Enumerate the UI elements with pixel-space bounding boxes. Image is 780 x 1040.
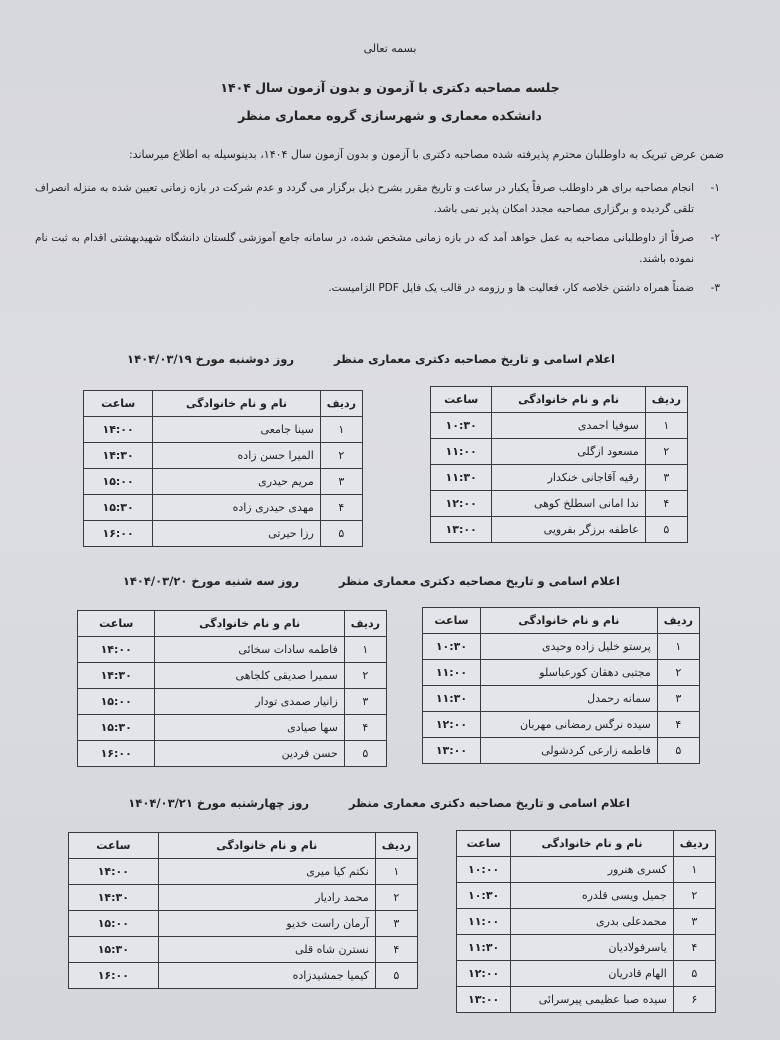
- section-day-date: روز چهارشنبه مورخ ۱۴۰۴/۰۳/۲۱: [128, 796, 309, 810]
- table-row: [423, 686, 700, 712]
- interview-time: ۱۰:۳۰: [423, 634, 481, 660]
- row-number: ۵: [673, 961, 715, 987]
- table-row: [457, 935, 716, 961]
- row-number: ۳: [673, 909, 715, 935]
- table-row: [69, 963, 418, 989]
- candidate-name: محمد رادیار: [158, 885, 375, 911]
- candidate-name: زانیار صمدی تودار: [155, 689, 344, 715]
- candidate-name: جمیل ویسی قلدره: [511, 883, 674, 909]
- table-row: [457, 987, 716, 1013]
- col-header-time: ساعت: [457, 831, 511, 857]
- row-number: ۲: [320, 443, 362, 469]
- interview-time: ۱۱:۰۰: [457, 909, 511, 935]
- schedule-table-afternoon: [83, 390, 363, 547]
- table-row: [431, 413, 688, 439]
- table-row: [78, 715, 387, 741]
- candidate-name: آرمان راست خدیو: [158, 911, 375, 937]
- note-item: [35, 178, 720, 220]
- candidate-name: مسعود ازگلی: [492, 439, 645, 465]
- candidate-name: رزا حیرتی: [153, 521, 321, 547]
- table-header-row: [78, 611, 387, 637]
- table-row: [84, 495, 363, 521]
- row-number: ۵: [344, 741, 386, 767]
- interview-time: ۱۶:۰۰: [69, 963, 159, 989]
- interview-time: ۱۵:۳۰: [78, 715, 155, 741]
- col-header-row: ردیف: [645, 387, 687, 413]
- candidate-name: سها صیادی: [155, 715, 344, 741]
- interview-time: ۱۳:۰۰: [457, 987, 511, 1013]
- candidate-name: نسترن شاه قلی: [158, 937, 375, 963]
- table-row: [69, 937, 418, 963]
- row-number: ۳: [375, 911, 417, 937]
- interview-time: ۱۱:۳۰: [431, 465, 492, 491]
- table-row: [423, 634, 700, 660]
- row-number: ۳: [344, 689, 386, 715]
- row-number: ۳: [645, 465, 687, 491]
- row-number: ۴: [673, 935, 715, 961]
- table-row: [84, 469, 363, 495]
- note-text: صرفاً از داوطلبانی مصاحبه به عمل خواهد آمد که در بازه زمانی مشخص شده، در سامانه جامع آموزشی گلستان دانشگاه شهیدبهشتی اقدام به ثبت نام نموده باشند.: [35, 232, 694, 265]
- row-number: ۵: [657, 738, 699, 764]
- col-header-name: نام و نام خانوادگی: [492, 387, 645, 413]
- interview-time: ۱۶:۰۰: [84, 521, 153, 547]
- candidate-name: سیده صبا عظیمی پیرسرائی: [511, 987, 674, 1013]
- candidate-name: ندا امانی اسطلخ کوهی: [492, 491, 645, 517]
- candidate-name: نکتم کیا میری: [158, 859, 375, 885]
- candidate-name: کسری هنرور: [511, 857, 674, 883]
- row-number: ۱: [344, 637, 386, 663]
- candidate-name: مریم حیدری: [153, 469, 321, 495]
- table-header-row: [457, 831, 716, 857]
- interview-time: ۱۱:۳۰: [423, 686, 481, 712]
- section-title-text: اعلام اسامی و تاریخ مصاحبه دکتری معماری منظر: [339, 574, 620, 588]
- schedule-table-afternoon: [68, 832, 418, 989]
- section-heading: [128, 796, 630, 810]
- interview-time: ۱۱:۳۰: [457, 935, 511, 961]
- interview-time: ۱۵:۳۰: [69, 937, 159, 963]
- col-header-name: نام و نام خانوادگی: [153, 391, 321, 417]
- row-number: ۵: [375, 963, 417, 989]
- notes-list: [35, 178, 720, 307]
- document-title: جلسه مصاحبه دکتری با آزمون و بدون آزمون سال ۱۴۰۴: [220, 80, 560, 95]
- section-heading: [127, 352, 615, 366]
- table-header-row: [84, 391, 363, 417]
- interview-time: ۱۴:۰۰: [69, 859, 159, 885]
- row-number: ۳: [320, 469, 362, 495]
- table-row: [423, 660, 700, 686]
- col-header-row: ردیف: [344, 611, 386, 637]
- col-header-row: ردیف: [375, 833, 417, 859]
- candidate-name: محمدعلی بدری: [511, 909, 674, 935]
- row-number: ۴: [344, 715, 386, 741]
- candidate-name: سمانه رحمدل: [480, 686, 657, 712]
- col-header-row: ردیف: [320, 391, 362, 417]
- section-heading: [123, 574, 620, 588]
- row-number: ۱: [375, 859, 417, 885]
- note-text: انجام مصاحبه برای هر داوطلب صرفاً یکبار در ساعت و تاریخ مقرر بشرح ذیل برگزار می گردد و عدم شرکت در بازه زمانی تعیین شده به منزله انصراف تلقی گردیده و برگزاری مصاحبه مجدد امکان پذیر نمی باشد.: [35, 182, 694, 215]
- interview-time: ۱۵:۳۰: [84, 495, 153, 521]
- candidate-name: سمیرا صدیقی کلجاهی: [155, 663, 344, 689]
- col-header-time: ساعت: [431, 387, 492, 413]
- candidate-name: پرستو خلیل زاده وحیدی: [480, 634, 657, 660]
- col-header-time: ساعت: [84, 391, 153, 417]
- note-item: [35, 228, 720, 270]
- col-header-name: نام و نام خانوادگی: [158, 833, 375, 859]
- candidate-name: فاطمه زارعی کردشولی: [480, 738, 657, 764]
- candidate-name: سیده نرگس رمضانی مهربان: [480, 712, 657, 738]
- interview-time: ۱۰:۳۰: [457, 883, 511, 909]
- interview-time: ۱۴:۰۰: [78, 637, 155, 663]
- interview-time: ۱۴:۰۰: [84, 417, 153, 443]
- candidate-name: کیمیا جمشیدزاده: [158, 963, 375, 989]
- interview-time: ۱۴:۳۰: [84, 443, 153, 469]
- candidate-name: الهام قادریان: [511, 961, 674, 987]
- interview-time: ۱۴:۳۰: [69, 885, 159, 911]
- interview-time: ۱۴:۳۰: [78, 663, 155, 689]
- table-row: [78, 637, 387, 663]
- schedule-table-afternoon: [77, 610, 387, 767]
- candidate-name: یاسرفولادیان: [511, 935, 674, 961]
- row-number: ۴: [657, 712, 699, 738]
- note-number: ۳-: [710, 282, 720, 294]
- table-row: [84, 521, 363, 547]
- candidate-name: فاطمه سادات سخائی: [155, 637, 344, 663]
- basmala: بسمه تعالی: [363, 42, 417, 55]
- candidate-name: مجتبی دهقان کورعباسلو: [480, 660, 657, 686]
- interview-time: ۱۵:۰۰: [69, 911, 159, 937]
- interview-time: ۱۵:۰۰: [84, 469, 153, 495]
- section-title-text: اعلام اسامی و تاریخ مصاحبه دکتری معماری منظر: [349, 796, 630, 810]
- interview-time: ۱۳:۰۰: [423, 738, 481, 764]
- row-number: ۴: [320, 495, 362, 521]
- row-number: ۳: [657, 686, 699, 712]
- table-row: [423, 712, 700, 738]
- row-number: ۲: [344, 663, 386, 689]
- table-header-row: [69, 833, 418, 859]
- schedule-table-morning: [430, 386, 688, 543]
- row-number: ۴: [645, 491, 687, 517]
- table-row: [431, 465, 688, 491]
- col-header-row: ردیف: [657, 608, 699, 634]
- candidate-name: عاطفه برزگر بفرویی: [492, 517, 645, 543]
- row-number: ۱: [673, 857, 715, 883]
- row-number: ۱: [645, 413, 687, 439]
- interview-time: ۱۵:۰۰: [78, 689, 155, 715]
- intro-paragraph: ضمن عرض تبریک به داوطلبان محترم پذیرفته شده مصاحبه دکتری با آزمون و بدون آزمون سال ۱۴۰۴، بدینوسیله به اطلاع میرساند:: [128, 148, 724, 161]
- row-number: ۲: [657, 660, 699, 686]
- note-text: ضمناً همراه داشتن خلاصه کار، فعالیت ها و رزومه در قالب یک فایل PDF الزامیست.: [328, 282, 694, 294]
- interview-time: ۱۲:۰۰: [431, 491, 492, 517]
- note-number: ۱-: [710, 182, 720, 194]
- schedule-table-morning: [422, 607, 700, 764]
- row-number: ۶: [673, 987, 715, 1013]
- table-row: [84, 417, 363, 443]
- table-row: [423, 738, 700, 764]
- table-header-row: [423, 608, 700, 634]
- table-row: [431, 517, 688, 543]
- section-title-text: اعلام اسامی و تاریخ مصاحبه دکتری معماری منظر: [334, 352, 615, 366]
- row-number: ۵: [320, 521, 362, 547]
- candidate-name: حسن فردین: [155, 741, 344, 767]
- table-row: [457, 909, 716, 935]
- interview-time: ۱۱:۰۰: [431, 439, 492, 465]
- candidate-name: المیرا حسن زاده: [153, 443, 321, 469]
- table-row: [431, 491, 688, 517]
- candidate-name: سینا جامعی: [153, 417, 321, 443]
- table-header-row: [431, 387, 688, 413]
- col-header-name: نام و نام خانوادگی: [155, 611, 344, 637]
- table-row: [84, 443, 363, 469]
- table-row: [457, 961, 716, 987]
- row-number: ۱: [320, 417, 362, 443]
- table-row: [457, 883, 716, 909]
- interview-time: ۱۱:۰۰: [423, 660, 481, 686]
- table-row: [431, 439, 688, 465]
- interview-time: ۱۳:۰۰: [431, 517, 492, 543]
- table-row: [69, 885, 418, 911]
- col-header-time: ساعت: [78, 611, 155, 637]
- row-number: ۲: [673, 883, 715, 909]
- table-row: [78, 689, 387, 715]
- table-row: [69, 859, 418, 885]
- candidate-name: مهدی حیدری زاده: [153, 495, 321, 521]
- row-number: ۴: [375, 937, 417, 963]
- table-row: [69, 911, 418, 937]
- table-row: [78, 663, 387, 689]
- table-row: [78, 741, 387, 767]
- interview-time: ۱۲:۰۰: [457, 961, 511, 987]
- col-header-time: ساعت: [69, 833, 159, 859]
- candidate-name: سوفیا احمدی: [492, 413, 645, 439]
- row-number: ۵: [645, 517, 687, 543]
- row-number: ۲: [645, 439, 687, 465]
- interview-time: ۱۶:۰۰: [78, 741, 155, 767]
- col-header-row: ردیف: [673, 831, 715, 857]
- candidate-name: رقیه آقاجانی خنکدار: [492, 465, 645, 491]
- schedule-table-morning: [456, 830, 716, 1013]
- interview-time: ۱۰:۳۰: [431, 413, 492, 439]
- note-number: ۲-: [710, 232, 720, 244]
- note-item: [35, 278, 720, 299]
- table-row: [457, 857, 716, 883]
- row-number: ۲: [375, 885, 417, 911]
- col-header-name: نام و نام خانوادگی: [480, 608, 657, 634]
- interview-time: ۱۲:۰۰: [423, 712, 481, 738]
- interview-time: ۱۰:۰۰: [457, 857, 511, 883]
- row-number: ۱: [657, 634, 699, 660]
- section-day-date: روز دوشنبه مورخ ۱۴۰۴/۰۳/۱۹: [127, 352, 294, 366]
- col-header-name: نام و نام خانوادگی: [511, 831, 674, 857]
- document-subtitle: دانشکده معماری و شهرسازی گروه معماری منظر: [238, 108, 542, 123]
- section-day-date: روز سه شنبه مورخ ۱۴۰۴/۰۳/۲۰: [122, 574, 299, 588]
- col-header-time: ساعت: [423, 608, 481, 634]
